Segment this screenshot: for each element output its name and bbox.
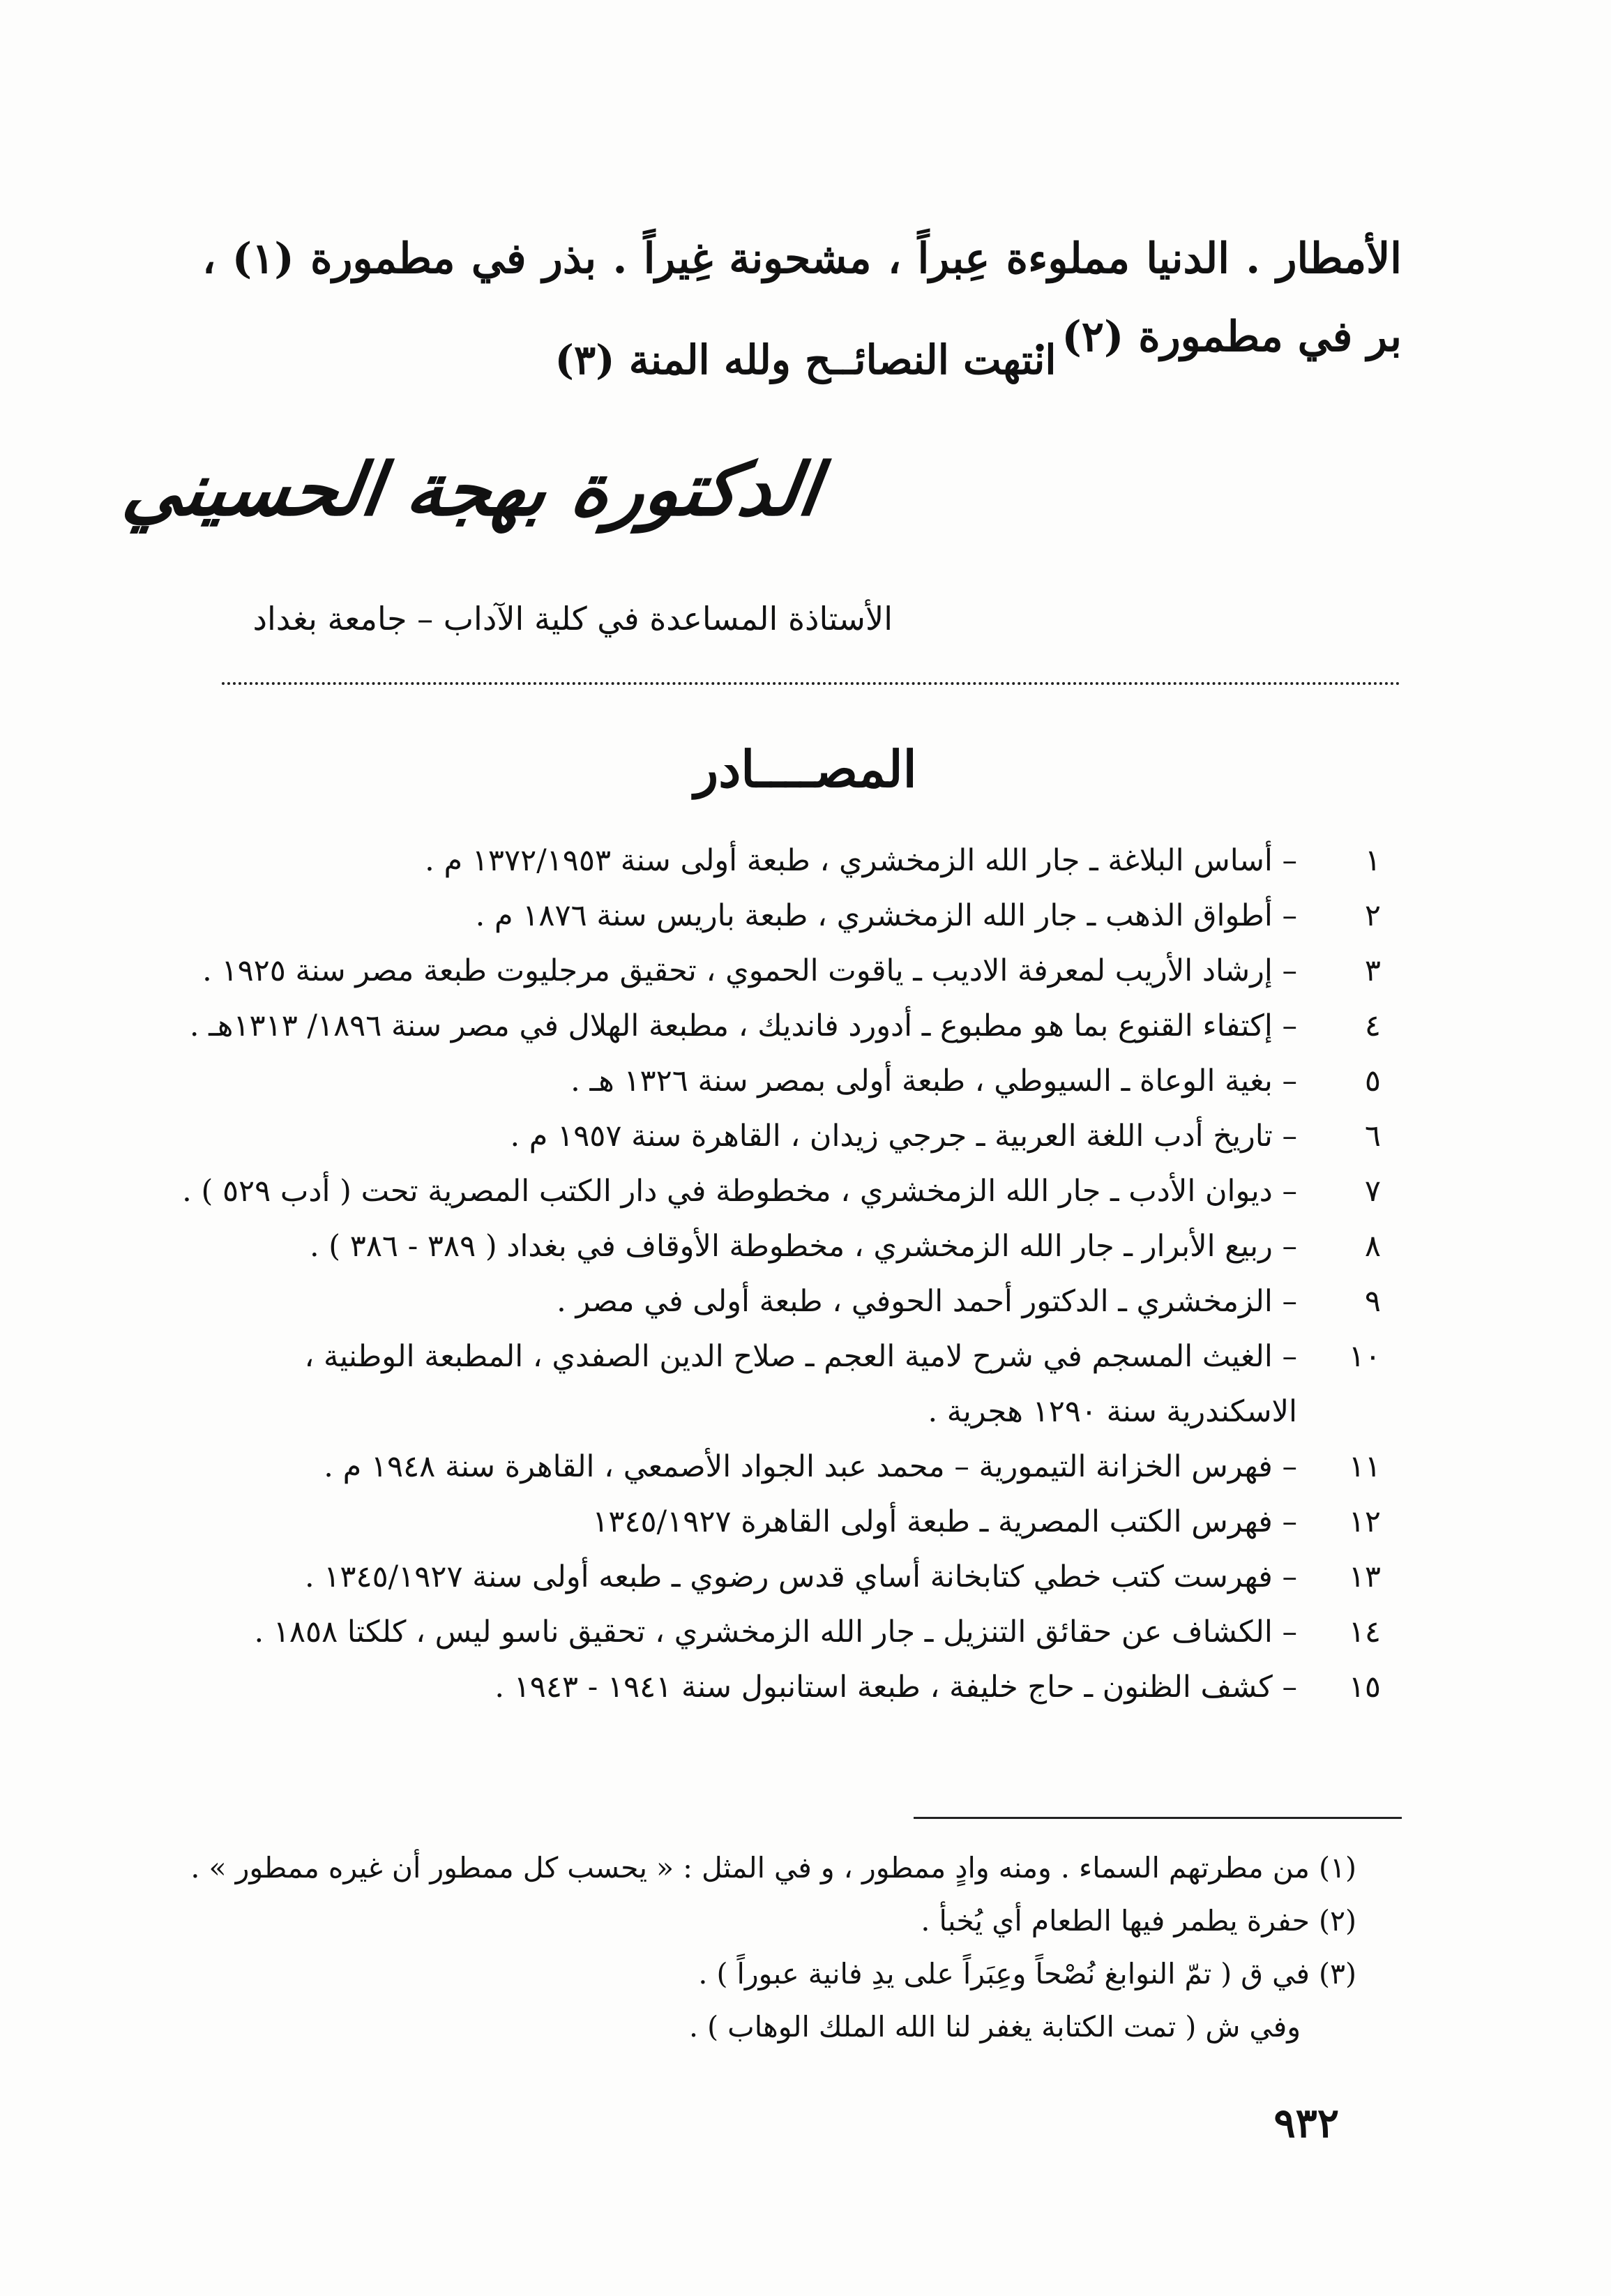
source-text: – تاريخ أدب اللغة العربية ـ جرجي زيدان ، القاهرة سنة ١٩٥٧ م . — [510, 1119, 1297, 1154]
source-number: ١٥ — [1348, 1670, 1381, 1705]
source-item — [181, 1660, 1381, 1715]
sources-list — [181, 833, 1381, 1715]
author-signature: الدكتورة بهجة الحسيني — [118, 446, 826, 532]
page-number: ٩٣٢ — [1273, 2099, 1339, 2147]
source-number: ٤ — [1364, 1009, 1381, 1043]
source-number: ١٤ — [1348, 1615, 1381, 1649]
source-text: – فهرس الكتب المصرية ـ طبعة أولى القاهرة ١٣٤٥/١٩٢٧ — [592, 1504, 1297, 1539]
source-text: – إكتفاء القنوع بما هو مطبوع ـ أدورد فانديك ، مطبعة الهلال في مصر سنة ١٨٩٦/ ١٣١٣هـ . — [189, 1009, 1297, 1043]
source-number: ٨ — [1364, 1229, 1381, 1264]
footnote: وفي ش ( تمت الكتابة يغفر لنا الله الملك الوهاب ) . — [689, 2010, 1301, 2044]
source-text: – ربيع الأبرار ـ جار الله الزمخشري ، مخطوطة الأوقاف في بغداد ( ٣٨٩ - ٣٨٦ ) . — [309, 1229, 1297, 1264]
source-text: – الزمخشري ـ الدكتور أحمد الحوفي ، طبعة أولى في مصر . — [557, 1284, 1297, 1319]
source-number: ٧ — [1364, 1174, 1381, 1209]
sources-heading: المصــــادر — [694, 739, 917, 799]
source-number: ١٣ — [1348, 1559, 1381, 1594]
footnote: (١) من مطرتهم السماء . ومنه وادٍ ممطور ، و في المثل : « يحسب كل ممطور أن غيره ممطور » . — [190, 1851, 1356, 1885]
closing-line: انتهت النصائــح ولله المنة (٣) — [554, 336, 1057, 384]
source-number: ٥ — [1364, 1064, 1381, 1098]
author-affiliation: الأستاذة المساعدة في كلية الآداب – جامعة بغداد — [252, 600, 893, 637]
source-item — [181, 1440, 1381, 1495]
intro-paragraph: الأمطار . الدنيا مملوءة عِبراً ، مشحونة غِيراً . بذر في مطمورة (١) ، بر في مطمورة (٢) . — [202, 234, 1402, 361]
source-item — [181, 1495, 1381, 1550]
source-text: – ديوان الأدب ـ جار الله الزمخشري ، مخطوطة في دار الكتب المصرية تحت ( أدب ٥٢٩ ) . — [182, 1174, 1297, 1209]
source-item — [181, 1605, 1381, 1660]
source-text: – أساس البلاغة ـ جار الله الزمخشري ، طبعة أولى سنة ١٣٧٢/١٩٥٣ م . — [425, 843, 1297, 878]
source-item — [181, 1550, 1381, 1605]
source-item — [181, 1274, 1381, 1329]
source-text: – بغية الوعاة ـ السيوطي ، طبعة أولى بمصر سنة ١٣٢٦ هـ . — [570, 1064, 1297, 1098]
source-text: – فهرس الخزانة التيمورية – محمد عبد الجواد الأصمعي ، القاهرة سنة ١٩٤٨ م . — [324, 1449, 1297, 1484]
source-text: – فهرست كتب خطي كتابخانة أساي قدس رضوي ـ طبعه أولى سنة ١٣٤٥/١٩٢٧ . — [304, 1559, 1297, 1594]
source-number: ١٢ — [1348, 1504, 1381, 1539]
footnote: (٢) حفرة يطمر فيها الطعام أي يُخبأ . — [921, 1904, 1356, 1938]
source-text: – الغيث المسجم في شرح لامية العجم ـ صلاح الدين الصفدي ، المطبعة الوطنية ، الاسكندرية سنة ١٢٩٠ هجرية . — [304, 1339, 1297, 1429]
source-number: ٦ — [1364, 1119, 1381, 1154]
source-item — [181, 944, 1381, 999]
source-number: ٩ — [1364, 1284, 1381, 1319]
footnote-divider — [914, 1817, 1402, 1819]
source-item — [181, 889, 1381, 944]
footnote: (٣) في ق ( تمّ النوابغ نُصْحاً وعِبَراً على يدِ فانية عبوراً ) . — [698, 1957, 1356, 1991]
source-item — [181, 1109, 1381, 1164]
source-item — [181, 1329, 1381, 1440]
source-item — [181, 1164, 1381, 1219]
source-number: ١ — [1364, 843, 1381, 878]
source-number: ١١ — [1348, 1449, 1381, 1484]
source-item — [181, 1219, 1381, 1274]
source-number: ١٠ — [1348, 1339, 1381, 1374]
source-text: – أطواق الذهب ـ جار الله الزمخشري ، طبعة باريس سنة ١٨٧٦ م . — [475, 898, 1297, 933]
source-item — [181, 999, 1381, 1054]
source-number: ٣ — [1364, 953, 1381, 988]
source-text: – كشف الظنون ـ حاج خليفة ، طبعة استانبول سنة ١٩٤١ - ١٩٤٣ . — [494, 1670, 1297, 1705]
source-text: – الكشاف عن حقائق التنزيل ـ جار الله الزمخشري ، تحقيق ناسو ليس ، كلكتا ١٨٥٨ . — [254, 1615, 1297, 1649]
source-number: ٢ — [1364, 898, 1381, 933]
source-item — [181, 1054, 1381, 1109]
dotted-divider — [222, 682, 1400, 685]
footnotes-list — [190, 1841, 1356, 2053]
source-item — [181, 833, 1381, 889]
source-text: – إرشاد الأريب لمعرفة الاديب ـ ياقوت الحموي ، تحقيق مرجليوت طبعة مصر سنة ١٩٢٥ . — [202, 953, 1297, 988]
